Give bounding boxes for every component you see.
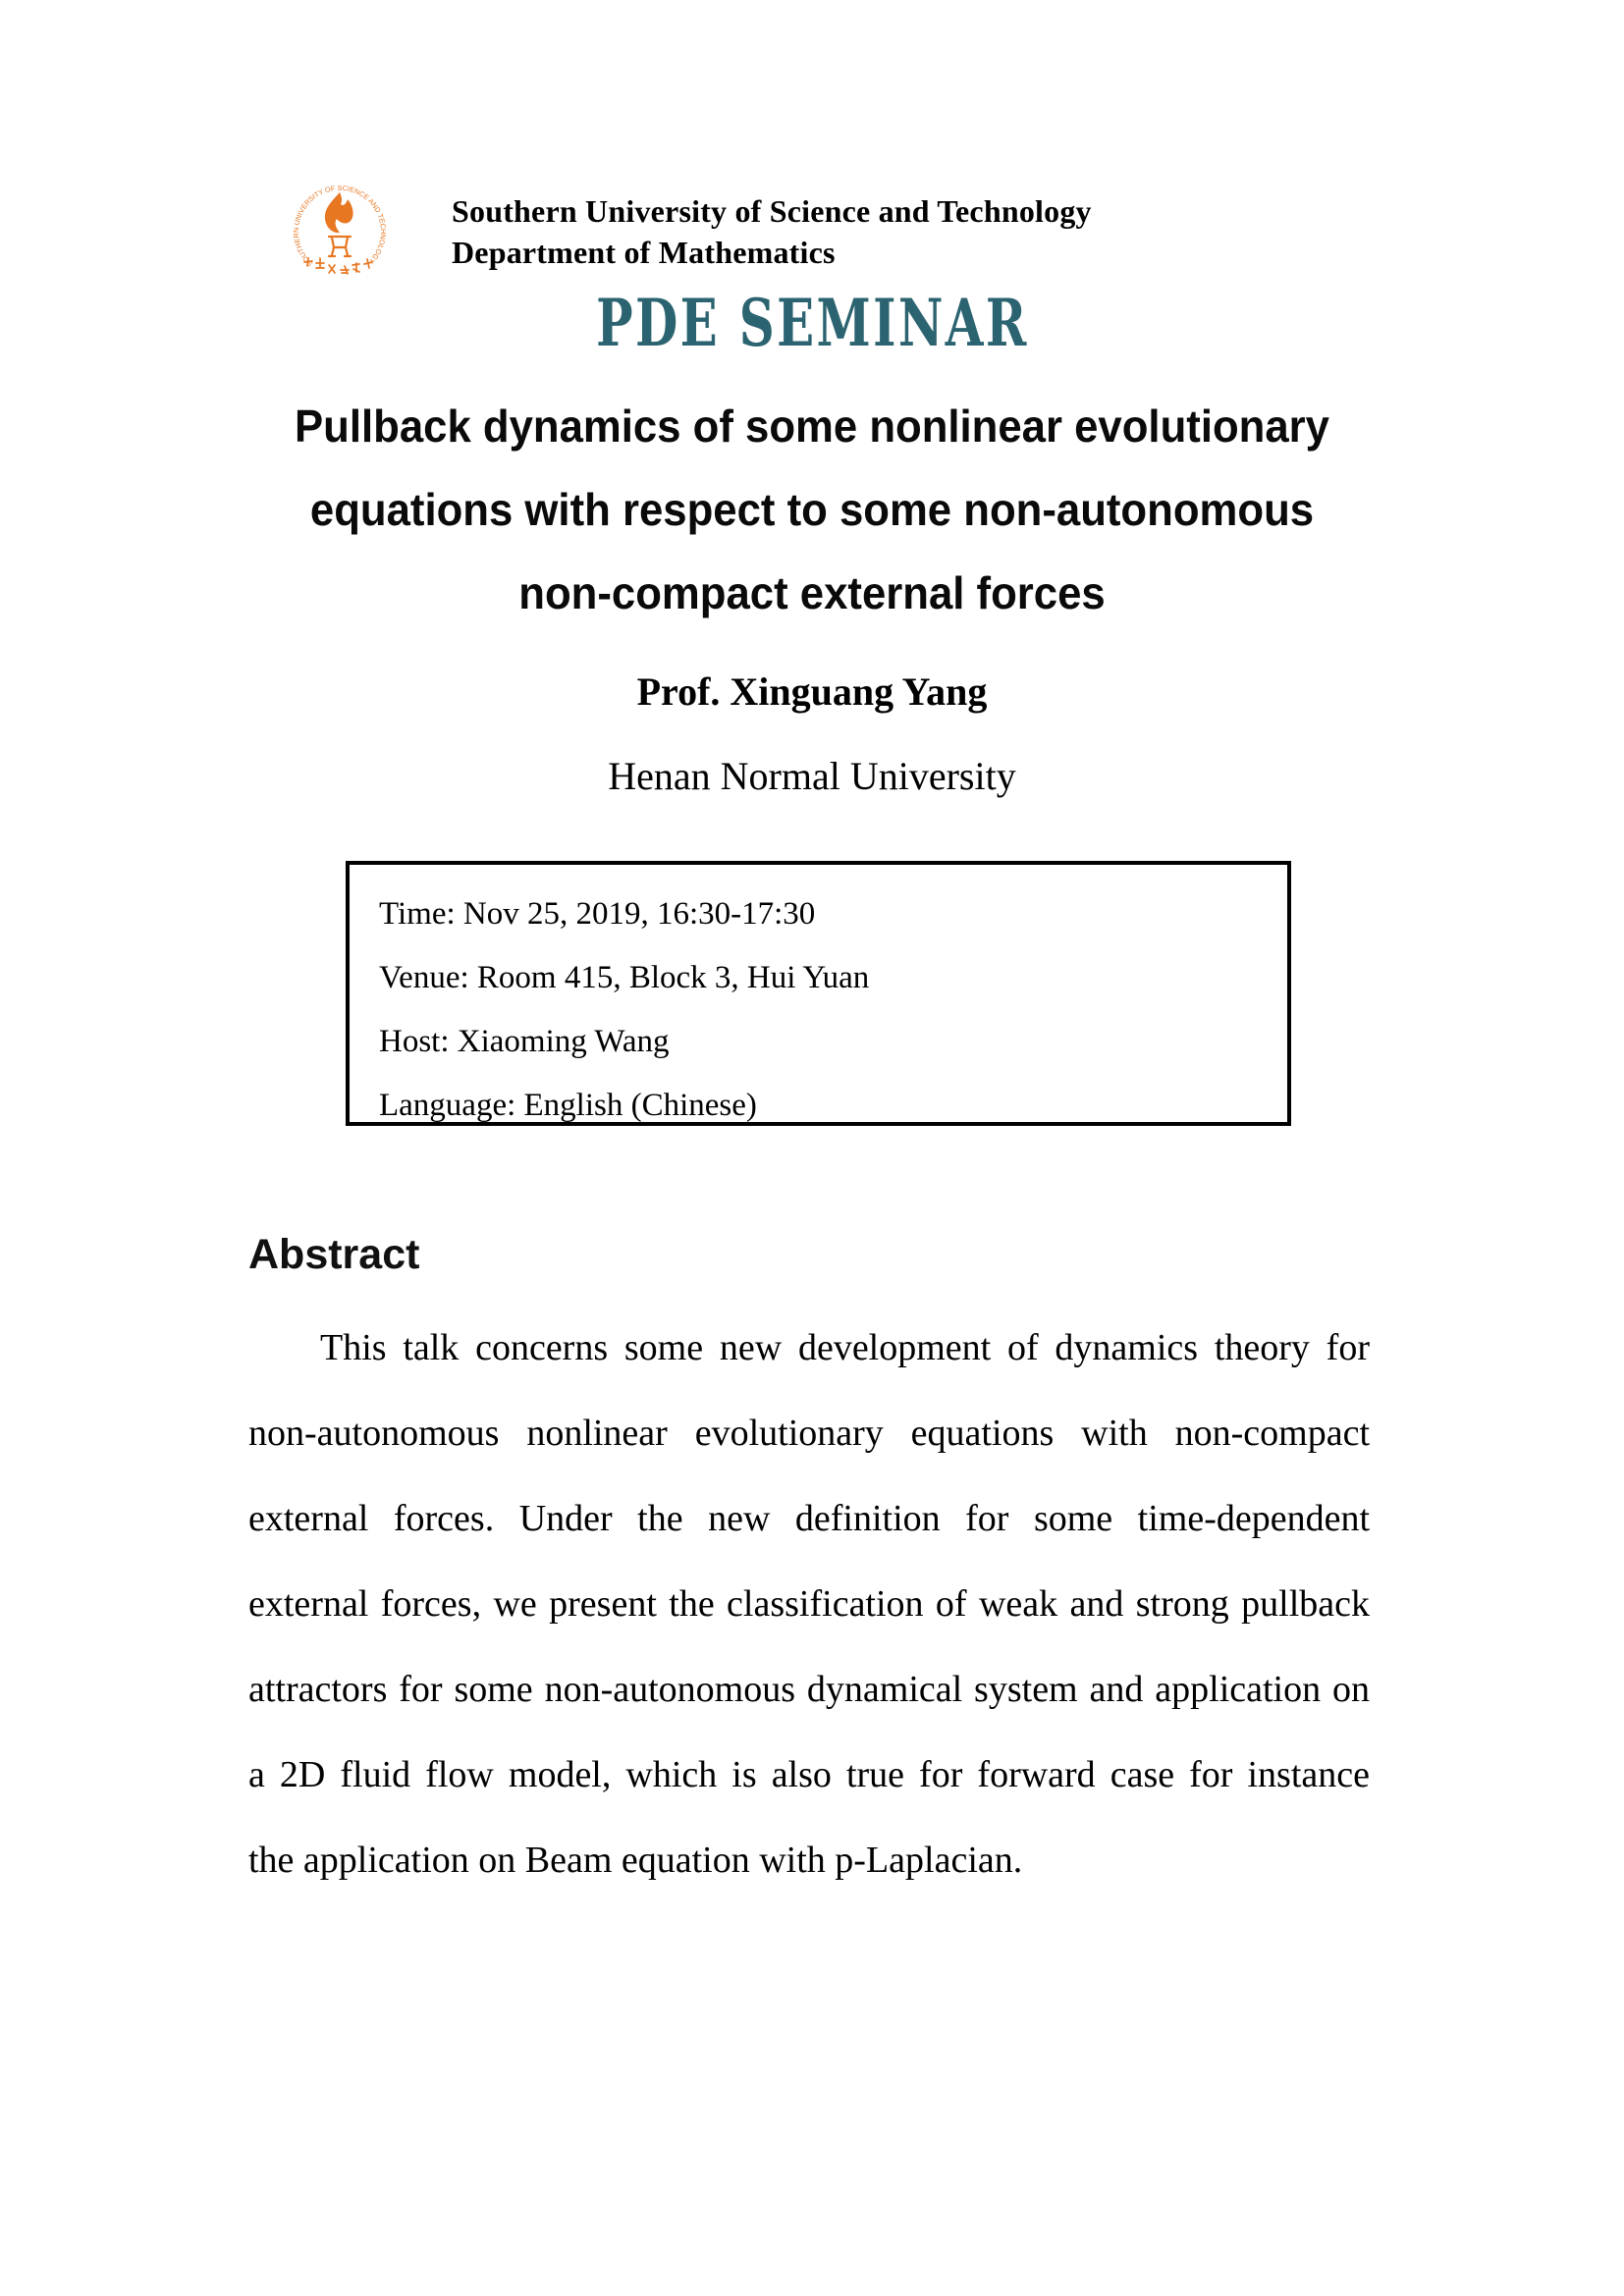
abstract-paragraph bbox=[248, 1306, 1370, 1903]
abstract-line-1: This talk concerns some new development of dynamics theory for bbox=[320, 1327, 1370, 1368]
flame-icon bbox=[325, 192, 353, 233]
seminar-info-box bbox=[346, 861, 1291, 1126]
talk-title-line-2: equations with respect to some non-autonomous bbox=[309, 484, 1315, 535]
seminar-banner bbox=[0, 285, 1624, 372]
torch-icon bbox=[329, 237, 351, 256]
info-host: Host: Xiaoming Wang bbox=[379, 1024, 670, 1059]
logo-ring-text: SOUTHERN UNIVERSITY OF SCIENCE AND TECHNOLOGY bbox=[291, 183, 389, 269]
talk-title-line-1: Pullback dynamics of some nonlinear evolutionary bbox=[295, 400, 1329, 452]
abstract-line-3: external forces. Under the new definition for some time-dependent bbox=[248, 1498, 1370, 1539]
abstract-heading: Abstract bbox=[248, 1231, 420, 1278]
abstract-line-7: the application on Beam equation with p-Laplacian. bbox=[248, 1840, 1023, 1881]
university-logo bbox=[287, 179, 393, 285]
speaker-affiliation: Henan Normal University bbox=[608, 754, 1016, 798]
info-venue: Venue: Room 415, Block 3, Hui Yuan bbox=[379, 960, 870, 995]
info-time: Time: Nov 25, 2019, 16:30-17:30 bbox=[379, 896, 816, 932]
talk-title-line-3: non-compact external forces bbox=[518, 567, 1106, 618]
institution-header bbox=[452, 190, 1092, 273]
speaker-name: Prof. Xinguang Yang bbox=[636, 669, 988, 714]
abstract-line-6: a 2D fluid flow model, which is also true for forward case for instance bbox=[248, 1754, 1370, 1795]
abstract-line-4: external forces, we present the classification of weak and strong pullback bbox=[248, 1583, 1370, 1625]
info-language: Language: English (Chinese) bbox=[379, 1088, 757, 1123]
abstract-line-5: attractors for some non-autonomous dynamical system and application on bbox=[248, 1669, 1370, 1710]
university-name: Southern University of Science and Technology bbox=[452, 193, 1092, 229]
talk-title bbox=[0, 385, 1624, 635]
seminar-banner-text: PDE SEMINAR bbox=[595, 285, 1029, 362]
logo-chinese-text bbox=[304, 258, 372, 274]
department-name: Department of Mathematics bbox=[452, 235, 836, 270]
abstract-line-2: non-autonomous nonlinear evolutionary equations with non-compact bbox=[248, 1413, 1370, 1454]
